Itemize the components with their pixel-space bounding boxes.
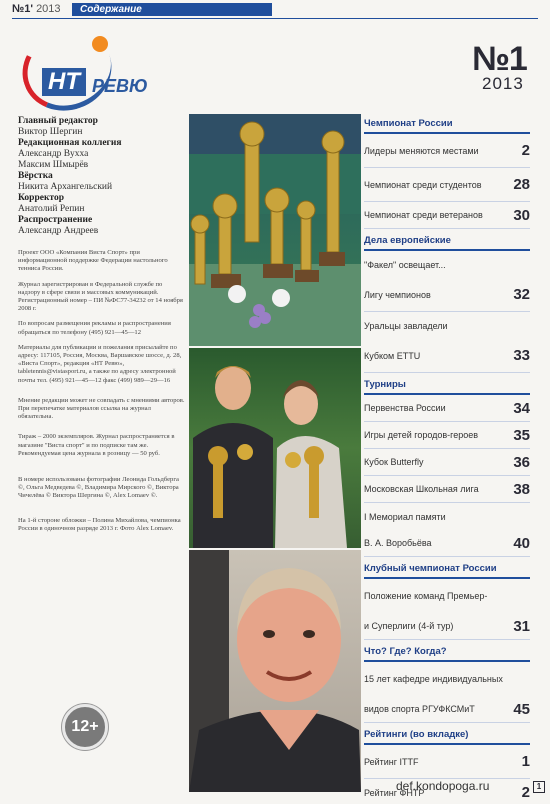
fine-print-disclaimer: Мнение редакции может не совпадать с мнениями авторов. При перепечатке материалов ссылка на журнал обязательна. xyxy=(18,396,185,421)
credit-name: Никита Архангельский xyxy=(18,182,113,192)
toc-entry-text: В. А. Воробьёва xyxy=(364,538,432,548)
toc-entry-text: Чемпионат среди ветеранов xyxy=(364,210,483,220)
issue-label xyxy=(12,3,61,15)
toc-entry[interactable] xyxy=(364,662,530,696)
toc-entry-page: 28 xyxy=(513,176,530,193)
toc-entry[interactable] xyxy=(364,503,530,530)
toc-entry[interactable] xyxy=(364,251,530,278)
toc-entry-text: Кубок Butterfly xyxy=(364,457,424,467)
toc-section-title: Чемпионат России xyxy=(364,116,530,134)
toc-entry-page: 35 xyxy=(513,426,530,444)
toc-entry[interactable] xyxy=(364,395,530,422)
toc-entry[interactable] xyxy=(364,134,530,168)
toc-entry-text: видов спорта РГУФКСМиТ xyxy=(364,704,475,714)
credit-role: Корректор xyxy=(18,193,64,203)
trophies-photo xyxy=(189,114,361,346)
toc-entry-text: Уральцы завладели xyxy=(364,320,448,331)
credits-column xyxy=(18,116,186,533)
toc-entry-page: 2 xyxy=(521,142,530,159)
issue-mark-year: 2013 xyxy=(482,74,524,93)
toc-entry[interactable] xyxy=(364,579,530,613)
toc-section xyxy=(364,644,530,723)
toc-section-title: Клубный чемпионат России xyxy=(364,561,530,579)
credit-block xyxy=(18,116,186,138)
credit-role: Распространение xyxy=(18,215,93,225)
toc-entry[interactable] xyxy=(364,745,530,779)
credit-block xyxy=(18,215,186,237)
toc-entry-page: 40 xyxy=(513,534,530,552)
credit-block xyxy=(18,138,186,171)
toc-entry-page: 34 xyxy=(513,399,530,417)
toc-entry-text: Положение команд Премьер- xyxy=(364,591,488,601)
toc-entry-text: I Мемориал памяти xyxy=(364,511,446,522)
fine-print-cover: На 1-й стороне обложки – Полина Михайлова, чемпионка России в одиночном разряде 2013 г. Фото Alex Lomaev. xyxy=(18,516,181,532)
toc-entry[interactable] xyxy=(364,312,530,339)
toc-entry[interactable] xyxy=(364,613,530,640)
toc-entry-text: Чемпионат среди студентов xyxy=(364,179,482,190)
trophies-illustration xyxy=(189,114,361,346)
portrait-illustration xyxy=(189,550,361,792)
toc-entry-text: Кубком ETTU xyxy=(364,350,421,361)
toc-entry-text: "Факел" освещает... xyxy=(364,259,446,270)
logo-revyu: РЕВЮ xyxy=(92,76,148,96)
toc-entry[interactable] xyxy=(364,449,530,476)
fine-print-photo-credits: В номере использованы фотографии Леонида Гольдберга ©, Ольга Медведева ©, Владимира Мирского ©, Виктора Чичелёва © Виктора Шергина ©, Alex Lomaev ©. xyxy=(18,476,179,500)
toc-entry-page: 33 xyxy=(513,347,530,364)
credit-role: Редакционная коллегия xyxy=(18,138,122,148)
toc-entry-text: 15 лет кафедре индивидуальных xyxy=(364,674,503,684)
logo-nt: НТ xyxy=(42,68,86,96)
portrait-photo xyxy=(189,550,361,792)
table-of-contents xyxy=(364,112,530,804)
toc-section xyxy=(364,233,530,373)
toc-entry[interactable] xyxy=(364,422,530,449)
toc-section xyxy=(364,377,530,557)
toc-entry-text: Рейтинг ФНТР xyxy=(364,787,425,798)
credit-name: Виктор Шергин xyxy=(18,127,83,137)
toc-entry-text: Первенства России xyxy=(364,403,446,413)
toc-entry[interactable] xyxy=(364,278,530,312)
credit-name: Максим Шмырёв xyxy=(18,160,89,170)
toc-entry-page: 30 xyxy=(513,206,530,224)
toc-entry[interactable] xyxy=(364,168,530,202)
toc-section-title: Что? Где? Когда? xyxy=(364,644,530,662)
toc-entry-page: 32 xyxy=(513,286,530,303)
toc-entry[interactable] xyxy=(364,696,530,723)
credit-role: Вёрстка xyxy=(18,171,53,181)
watermark: def.kondopoga.ru xyxy=(396,779,490,793)
toc-entry[interactable] xyxy=(364,202,530,229)
issue-year: 2013 xyxy=(36,3,61,15)
credit-block xyxy=(18,193,186,215)
toc-entry[interactable] xyxy=(364,476,530,503)
toc-entry-text: и Суперлиги (4-й тур) xyxy=(364,621,454,631)
fine-print-registration: Журнал зарегистрирован в Федеральной службе по надзору в сфере связи и массовых коммуникаций. Регистрационный номер – ПИ №ФС77-34232 от 14 ноября 2008 г. xyxy=(18,280,183,313)
credit-name: Александр Вухха xyxy=(18,149,89,159)
toc-section-title: Дела европейские xyxy=(364,233,530,251)
background-ghost-text xyxy=(362,36,472,106)
toc-entry-page: 45 xyxy=(513,700,530,718)
toc-entry-page: 31 xyxy=(513,617,530,635)
fine-print-circulation: Тираж – 2000 экземпляров. Журнал распространяется в магазине "Виста спорт" и по подписке там же. Рекомендуемая цена журнала в розницу — 50 руб. xyxy=(18,433,175,457)
toc-entry-text: Игры детей городов-героев xyxy=(364,430,479,440)
credit-name: Александр Андреев xyxy=(18,226,99,236)
toc-section xyxy=(364,561,530,640)
toc-section-title: Турниры xyxy=(364,377,530,395)
age-rating-badge: 12+ xyxy=(62,704,108,750)
fine-print-project: Проект ООО «Компания Виста Спорт» при информационной поддержке Федерации настольного тенниса России. xyxy=(18,249,168,273)
section-banner xyxy=(72,3,272,16)
credit-role: Главный редактор xyxy=(18,116,98,126)
toc-entry-text: Лидеры меняются местами xyxy=(364,145,479,156)
toc-entry-page: 1 xyxy=(521,753,530,770)
players-illustration xyxy=(189,348,361,548)
toc-entry-page: 38 xyxy=(513,480,530,498)
toc-entry[interactable] xyxy=(364,339,530,373)
issue-number: №1' xyxy=(12,3,33,15)
toc-entry-text: Московская Школьная лига xyxy=(364,484,479,494)
fine-print-address: Материалы для публикации и пожелания присылайте по адресу: 117105, Россия, Москва, Варшавское шоссе, д. 28, «Виста Спорт», редакция «НТ Ревю», tabletennis@vistasport.ru, а также по адресу электронной почты тел. (495) 921—45—12 факс (499) 989—29—16 xyxy=(18,343,182,384)
toc-entry[interactable] xyxy=(364,530,530,557)
fine-print-advertising: По вопросам размещения рекламы и распространения обращаться по телефону (495) 921—45—12 xyxy=(18,320,171,336)
ball-icon xyxy=(92,36,108,52)
header-rule xyxy=(12,18,538,19)
issue-mark-number: №1 xyxy=(472,40,527,78)
credit-name: Анатолий Репин xyxy=(18,204,85,214)
toc-entry-page: 36 xyxy=(513,453,530,471)
section-title: Содержание xyxy=(80,4,142,15)
magazine-logo xyxy=(22,30,152,110)
toc-entry-text: Лигу чемпионов xyxy=(364,289,431,300)
page-number: 1 xyxy=(533,781,545,793)
toc-section-title: Рейтинги (во вкладке) xyxy=(364,727,530,745)
toc-entry-text: Рейтинг ITTF xyxy=(364,756,419,767)
players-photo xyxy=(189,348,361,548)
toc-section xyxy=(364,116,530,229)
credit-block xyxy=(18,171,186,193)
toc-entry-page: 2 xyxy=(521,784,530,801)
